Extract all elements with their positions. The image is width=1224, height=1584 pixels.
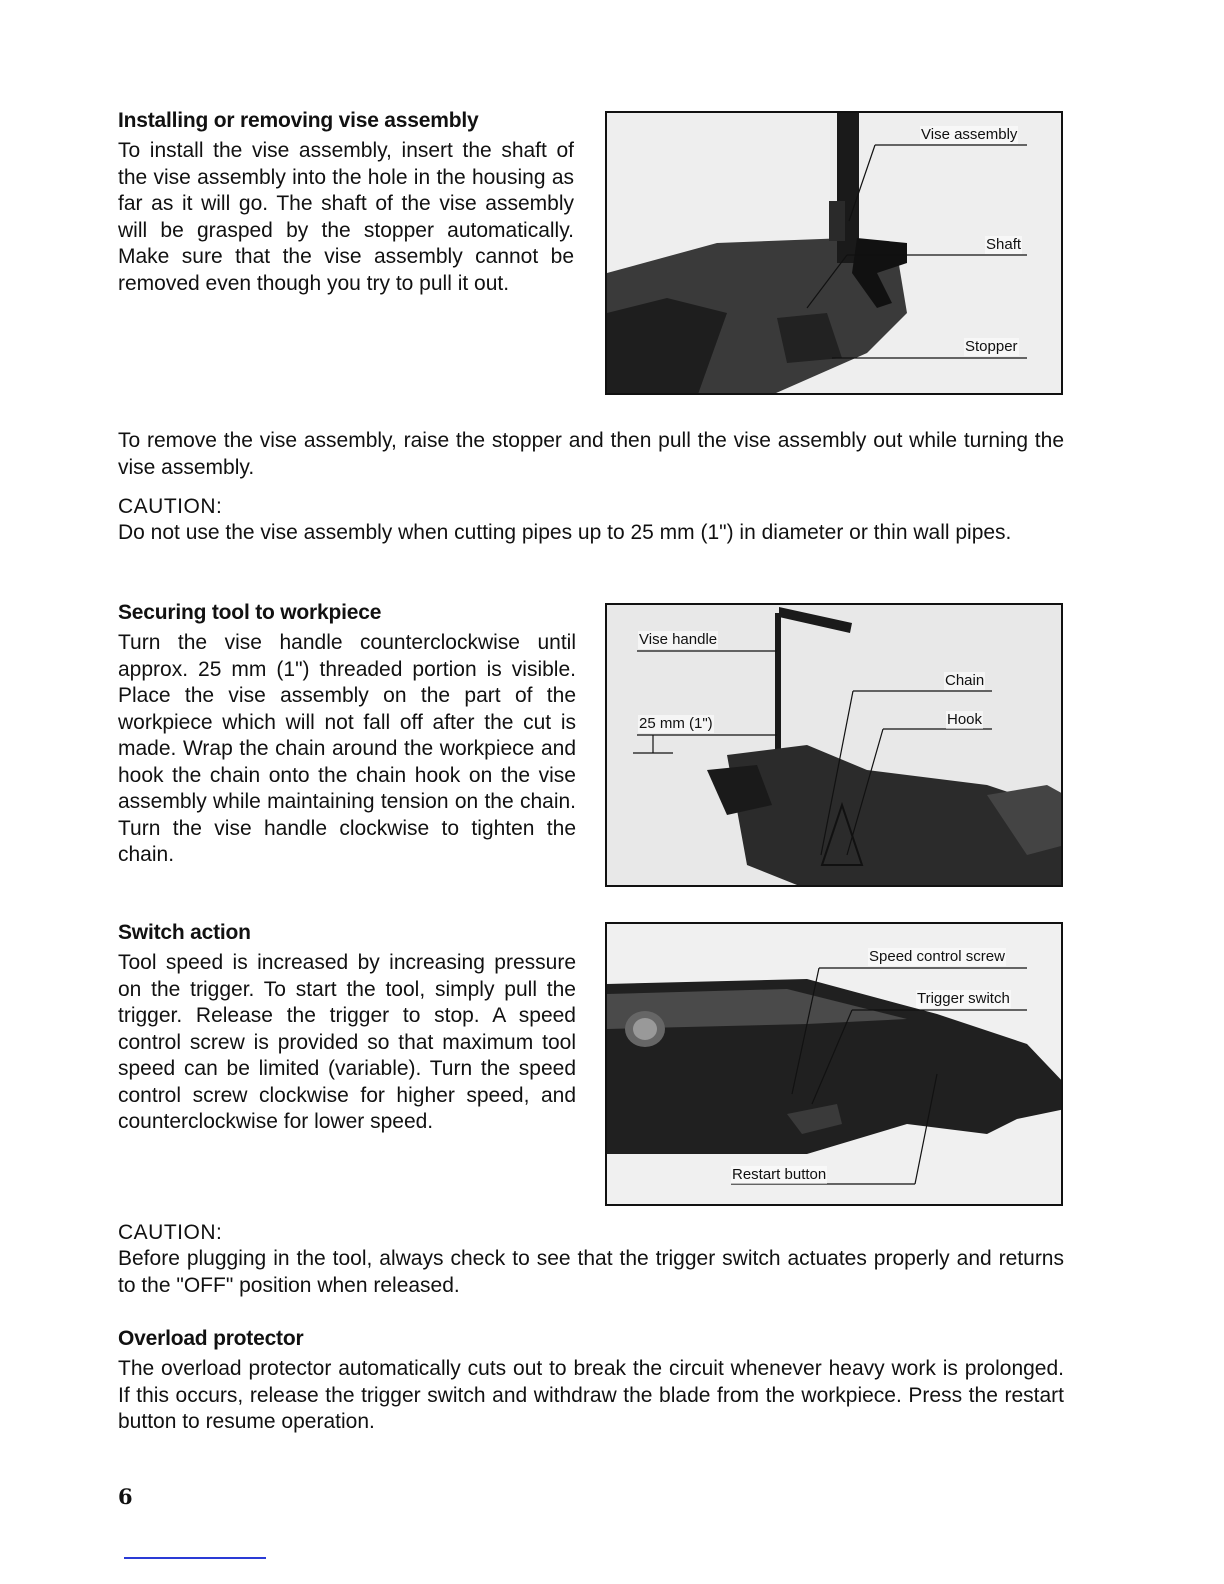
- paragraph-securing: Turn the vise handle counterclockwise until approx. 25 mm (1") threaded portion is visible. Place the vise assembly on the part of the workpiece which will not fall off after the cut is made. Wrap the chain around the workpiece and hook the chain onto the chain hook on the vise assembly while maintaining tension on the chain. Turn the vise handle clockwise to tighten the chain.: [118, 631, 576, 866]
- paragraph-vise-remove: To remove the vise assembly, raise the stopper and then pull the vise assembly out while turning the vise assembly.: [118, 429, 1064, 479]
- label-restart-button: Restart button: [732, 1166, 827, 1183]
- paragraph-vise-install: To install the vise assembly, insert the shaft of the vise assembly into the hole in the housing as far as it will go. The shaft of the vise assembly will be grasped by the stopper automatically. Make sure that the vise assembly cannot be removed even though you try to pull it out.: [118, 139, 574, 295]
- label-trigger-switch: Trigger switch: [917, 990, 1010, 1007]
- heading-securing: Securing tool to workpiece: [118, 601, 382, 624]
- section-caution-2: [118, 1220, 1064, 1299]
- section-securing: [118, 600, 576, 869]
- figure-vise-assembly: [605, 111, 1063, 395]
- label-speed-control-screw: Speed control screw: [869, 948, 1005, 965]
- section-caution-1: [118, 494, 1064, 547]
- label-hook: Hook: [947, 711, 983, 728]
- section-vise-install: [118, 108, 574, 297]
- caution-text-1: Do not use the vise assembly when cutting pipes up to 25 mm (1") in diameter or thin wall pipes.: [118, 521, 1012, 544]
- section-switch: [118, 920, 576, 1136]
- label-chain: Chain: [945, 672, 985, 689]
- label-stopper: Stopper: [965, 338, 1018, 355]
- heading-switch: Switch action: [118, 921, 251, 944]
- heading-vise-install: Installing or removing vise assembly: [118, 109, 479, 132]
- paragraph-overload: The overload protector automatically cuts out to break the circuit whenever heavy work is prolonged. If this occurs, release the trigger switch and withdraw the blade from the workpiece. Press the restart button to resume operation.: [118, 1357, 1064, 1433]
- label-vise-handle: Vise handle: [639, 631, 718, 648]
- figure-switch: [605, 922, 1063, 1206]
- caution-label-2: CAUTION:: [118, 1221, 223, 1244]
- paragraph-switch: Tool speed is increased by increasing pressure on the trigger. To start the tool, simply pull the trigger. Release the trigger to stop. A speed control screw is provided so that maximum tool speed can be limited (variable). Turn the speed control screw clockwise for higher speed, and counterclockwise for lower speed.: [118, 951, 576, 1133]
- section-overload: [118, 1326, 1064, 1436]
- label-shaft: Shaft: [986, 236, 1022, 253]
- section-vise-remove: [118, 428, 1064, 481]
- switch-photo: [607, 924, 1063, 1206]
- label-25mm: 25 mm (1"): [639, 715, 713, 732]
- figure-securing: [605, 603, 1063, 887]
- caution-label-1: CAUTION:: [118, 495, 223, 518]
- heading-overload: Overload protector: [118, 1327, 304, 1350]
- page-number: 6: [118, 1484, 133, 1509]
- caution-text-2: Before plugging in the tool, always check to see that the trigger switch actuates properly and returns to the "OFF" position when released.: [118, 1247, 1064, 1297]
- label-vise-assembly: Vise assembly: [921, 126, 1018, 143]
- footer-rule: [124, 1557, 266, 1559]
